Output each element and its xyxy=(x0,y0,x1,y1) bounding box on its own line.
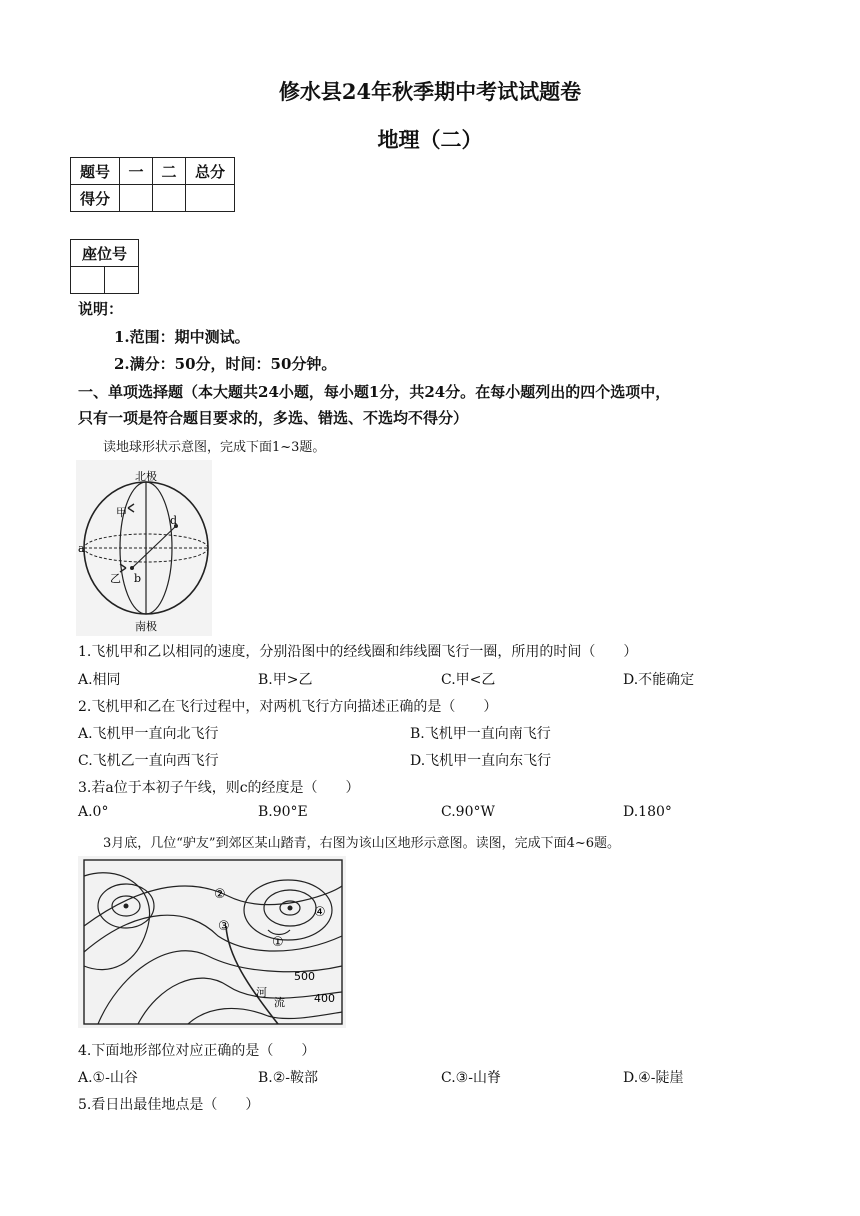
score-cell: 题号 xyxy=(71,158,120,185)
contour-marker-3: ③ xyxy=(218,919,230,934)
note-item: 1.范围：期中测试。 xyxy=(114,328,250,346)
contour-map-figure xyxy=(78,856,346,1028)
exam-subtitle: 地理（二） xyxy=(377,127,483,152)
globe-label-south: 南极 xyxy=(135,620,157,633)
score-table xyxy=(70,157,235,212)
globe-figure xyxy=(76,460,212,636)
q2-option-d[interactable]: D.飞机甲一直向东飞行 xyxy=(410,753,552,769)
globe-label-jia: 甲 xyxy=(116,506,127,519)
score-cell: 得分 xyxy=(71,185,120,212)
globe-label-d: d xyxy=(170,514,178,527)
q1-option-b[interactable]: B.甲>乙 xyxy=(258,672,313,688)
question-5-stem: 5.看日出最佳地点是（ ） xyxy=(78,1097,260,1113)
q3-option-b[interactable]: B.90°E xyxy=(258,804,308,820)
contour-label-400: 400 xyxy=(314,992,335,1005)
notes-heading: 说明： xyxy=(78,300,124,318)
globe-label-b: b xyxy=(134,572,142,585)
score-input-cell xyxy=(120,185,153,212)
note-item: 2.满分：50分，时间：50分钟。 xyxy=(114,355,337,373)
score-cell: 二 xyxy=(153,158,186,185)
exam-title: 修水县24年秋季期中考试试题卷 xyxy=(278,79,582,104)
question-4-stem: 4.下面地形部位对应正确的是（ ） xyxy=(78,1043,316,1059)
q2-option-a[interactable]: A.飞机甲一直向北飞行 xyxy=(78,726,219,742)
q1-option-d[interactable]: D.不能确定 xyxy=(623,672,695,688)
score-cell: 一 xyxy=(120,158,153,185)
contour-label-500: 500 xyxy=(294,970,315,983)
seat-cell xyxy=(71,267,105,294)
contour-marker-4: ④ xyxy=(314,905,326,920)
contour-marker-1: ① xyxy=(272,935,284,950)
score-cell: 总分 xyxy=(186,158,235,185)
q4-option-a[interactable]: A.①-山谷 xyxy=(78,1070,138,1086)
q1-option-c[interactable]: C.甲<乙 xyxy=(441,672,496,688)
q3-option-a[interactable]: A.0° xyxy=(78,804,109,820)
q2-option-c[interactable]: C.飞机乙一直向西飞行 xyxy=(78,753,219,769)
section-heading: 一、单项选择题（本大题共24小题，每小题1分，共24分。在每小题列出的四个选项中， xyxy=(78,383,671,401)
question-1-stem: 1.飞机甲和乙以相同的速度，分别沿图中的经线圈和纬线圈飞行一圈，所用的时间（ ） xyxy=(78,644,638,660)
q3-option-c[interactable]: C.90°W xyxy=(441,804,495,820)
score-input-cell xyxy=(153,185,186,212)
question-3-stem: 3.若a位于本初子午线，则c的经度是（ ） xyxy=(78,780,360,796)
globe-label-yi: 乙 xyxy=(110,572,121,585)
seat-label: 座位号 xyxy=(71,240,139,267)
globe-label-a: a xyxy=(78,542,85,555)
q4-option-b[interactable]: B.②-鞍部 xyxy=(258,1070,319,1086)
intro-text: 3月底，几位“驴友”到郊区某山踏青，右图为该山区地形示意图。读图，完成下面4~6题。 xyxy=(103,836,620,851)
score-input-cell xyxy=(186,185,235,212)
section-heading-cont: 只有一项是符合题目要求的，多选、错选、不选均不得分） xyxy=(78,409,469,427)
seat-cell xyxy=(105,267,139,294)
q3-option-d[interactable]: D.180° xyxy=(623,804,672,820)
river-label: 河 xyxy=(256,986,267,999)
river-label: 流 xyxy=(274,996,285,1009)
q4-option-d[interactable]: D.④-陡崖 xyxy=(623,1070,684,1086)
contour-marker-2: ② xyxy=(214,887,226,902)
question-2-stem: 2.飞机甲和乙在飞行过程中，对两机飞行方向描述正确的是（ ） xyxy=(78,699,498,715)
q2-option-b[interactable]: B.飞机甲一直向南飞行 xyxy=(410,726,551,742)
q1-option-a[interactable]: A.相同 xyxy=(78,672,121,688)
globe-label-north: 北极 xyxy=(135,470,157,483)
q4-option-c[interactable]: C.③-山脊 xyxy=(441,1070,501,1086)
intro-text: 读地球形状示意图，完成下面1~3题。 xyxy=(103,440,326,455)
seat-table xyxy=(70,239,139,294)
